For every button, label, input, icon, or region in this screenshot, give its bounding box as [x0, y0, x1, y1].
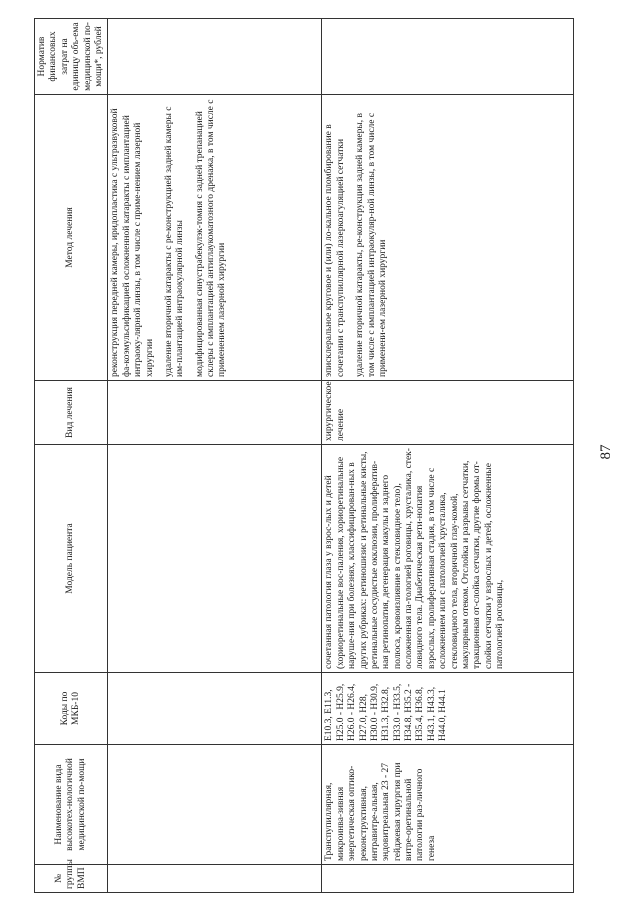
cell-treatment-methods [108, 95, 322, 381]
cell-group-number [322, 865, 574, 893]
method-text: удаление вторичной катаракты, ре-конструкция задней камеры, в том числе с имплантацией интраокуляр-ной линзы, в том числе с применени-ем лазерной хирургии [355, 112, 388, 377]
header-treatment-type: Вид лечения [35, 381, 108, 445]
cell-treatment-methods [322, 95, 574, 381]
page-number: 87 [598, 444, 614, 460]
cell-treatment-type: хирургическое лечение [322, 381, 574, 445]
cell-cost-empty [108, 19, 322, 95]
table-row-vitreoretinal [322, 19, 574, 893]
method-text: модифицированная синустрабекулэк-томия с задней трепанацией склеры с имплантацией антиглаукоматозного дренажа, в том числе с применением лазерной хирургии [194, 99, 228, 377]
cell-patient-model: сочетанная патология глаза у взрос-лых и детей (хориоретинальные вос-паления, хориоретинальные наруше-ния при болезнях, классифицирован-ных в других рубриках: ретиношизис и ретинальные кисты, ретинальные сосудистые окклюзии, пролифератив-ная ретинопатия, дегенерация макулы и заднего полюса, кровоизлияние в стекловидное тело), осложненная па-тологией роговицы, хрусталика, стек-ловидного тела. Диабетическая рети-нопатия взрослых, пролиферативная стадия, в том числе с осложнением или с патологией хрусталика, стекловидного тела, вторичной глау-комой, макулярным отеком. Отслойка и разрывы сетчатки, тракционная от-слойка сетчатки, другие формы от-слойки сетчатки у взрослых и детей, осложненные патологией роговицы, [322, 445, 574, 673]
header-icd-codes: Коды по МКБ-10 [35, 673, 108, 745]
cell-cost [322, 19, 574, 95]
cell-group-number-empty [108, 865, 322, 893]
cell-treatment-type [108, 381, 322, 445]
method-text: удаление вторичной катаракты с ре-конструкцией задней камеры с им-плантацией интраокулярной линзы [163, 106, 186, 377]
header-group-number: № группы ВМП [35, 865, 108, 893]
method-text: реконструкция передней камеры, иридопластика с ультразвуковой фа-коэмульсификацией осложненной катаракты с имплантацией интраоку-лярной линзы, в том числе с приме-нением лазерной хирургии [110, 108, 155, 377]
cell-icd-empty [108, 673, 322, 745]
cell-vmp-name: Транспупиллярная, микроинва-зивная энергетическая оптико-реконструктивная, интравитре-альная, эндовитреальная 23 - 27 гейджевая хирургия при витре-оретинальной патологии раз-личного генеза [322, 745, 574, 865]
table-header-row [35, 19, 108, 893]
table-row-continuation [108, 19, 322, 893]
method-text: эписклеральное круговое и (или) ло-кальное пломбирование в сочетании с транспупиллярной лазеркоагуляцией сетчатки [324, 124, 346, 377]
header-cost-norm: Норматив финансовых затрат на единицу объ-ема медицинской по-мощи*, рублей [35, 19, 108, 95]
cell-icd-codes: E10.3, E11.3, H25.0 - H25.9, H26.0 - H26.4, H27.0, H28, H30.0 - H30.9, H31.3, H32.8, H33.0 - H33.5, H34.8, H35.2 - H35.4, H36.8, H43.1, H43.3, H44.0, H44.1 [322, 673, 574, 745]
vmp-table [34, 18, 574, 893]
cell-vmp-name-empty [108, 745, 322, 865]
header-treatment-method: Метод лечения [35, 95, 108, 381]
header-patient-model: Модель пациента [35, 445, 108, 673]
cell-model-empty [108, 445, 322, 673]
header-vmp-name: Наименование вида высокотех-нологичной медицинской по-мощи [35, 745, 108, 865]
